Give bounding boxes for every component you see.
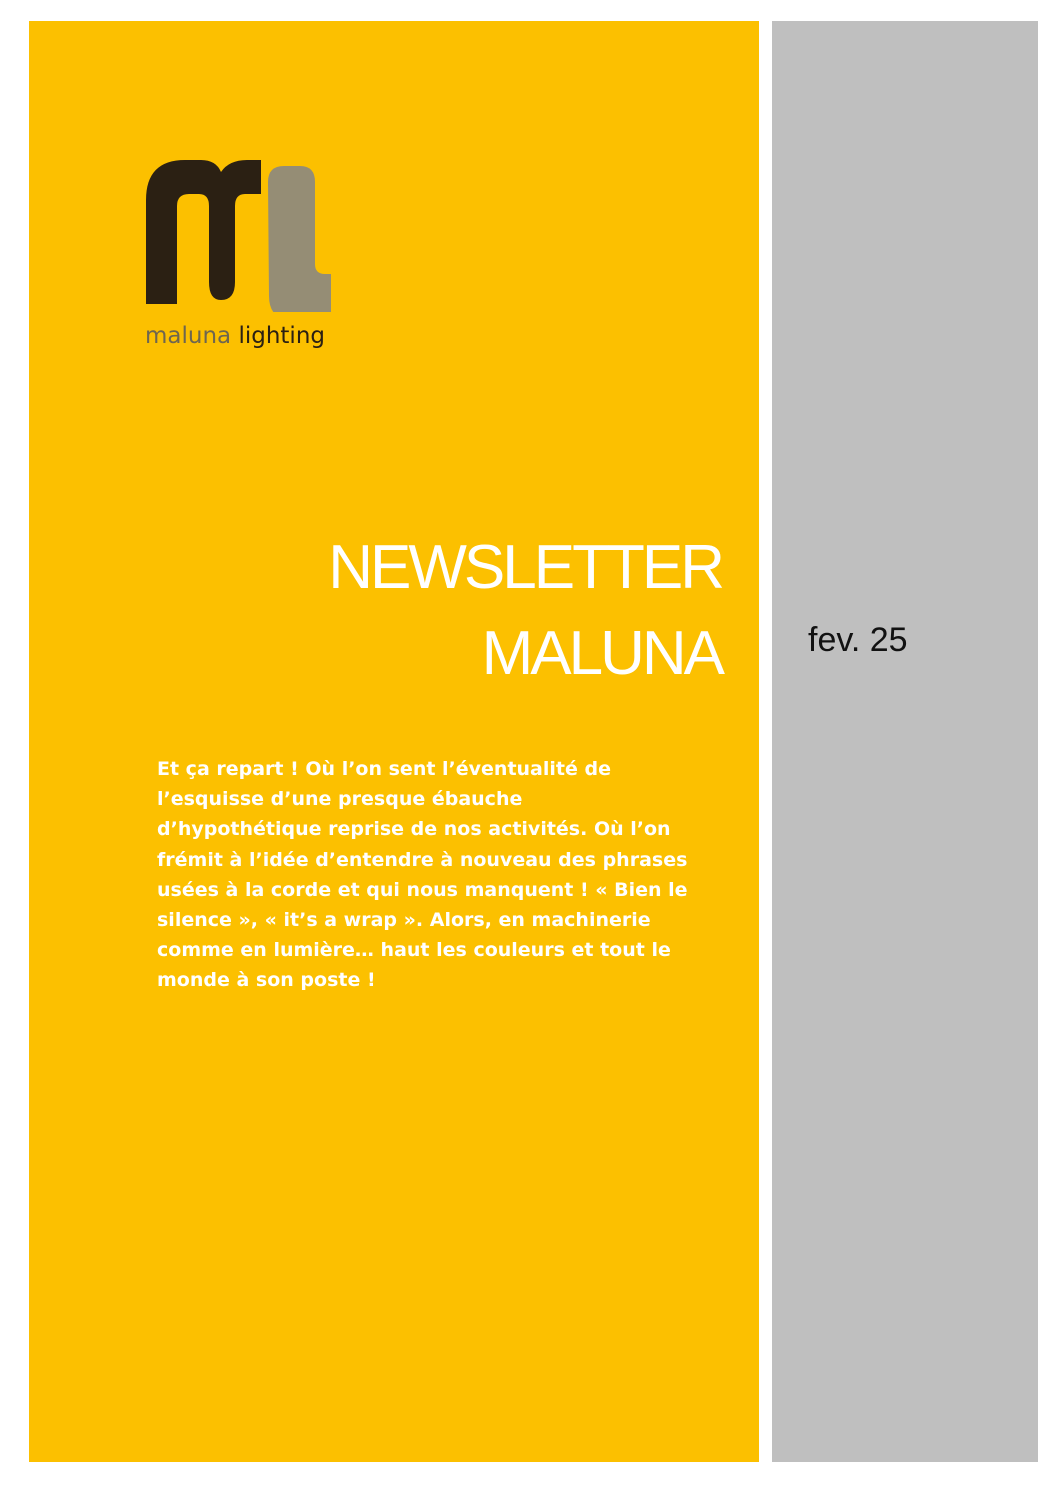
newsletter-title	[328, 525, 722, 697]
logo-wordmark	[145, 325, 325, 348]
grey-side-panel	[772, 21, 1038, 1462]
intro-line: comme en lumière… haut les couleurs et tout le	[157, 939, 671, 962]
maluna-lighting-logo	[143, 152, 343, 367]
logo-word-lighting: lighting	[238, 323, 325, 349]
logo-word-maluna: maluna	[145, 323, 232, 349]
intro-line: silence », « it’s a wrap ». Alors, en machinerie	[157, 909, 651, 932]
title-line-1: NEWSLETTER	[328, 533, 722, 602]
intro-line: monde à son poste !	[157, 969, 376, 992]
title-line-2: MALUNA	[481, 619, 722, 688]
intro-paragraph	[157, 754, 717, 996]
maluna-ml-logo-icon	[143, 152, 343, 312]
issue-date: fev. 25	[808, 621, 908, 659]
yellow-cover-panel	[29, 21, 759, 1462]
intro-line: l’esquisse d’une presque ébauche	[157, 788, 523, 811]
intro-line: Et ça repart ! Où l’on sent l’éventualité de	[157, 758, 611, 780]
intro-line: usées à la corde et qui nous manquent ! « Bien le	[157, 878, 688, 901]
intro-line: d’hypothétique reprise de nos activités. Où l’on	[157, 818, 671, 841]
intro-line: frémit à l’idée d’entendre à nouveau des phrases	[157, 848, 688, 871]
